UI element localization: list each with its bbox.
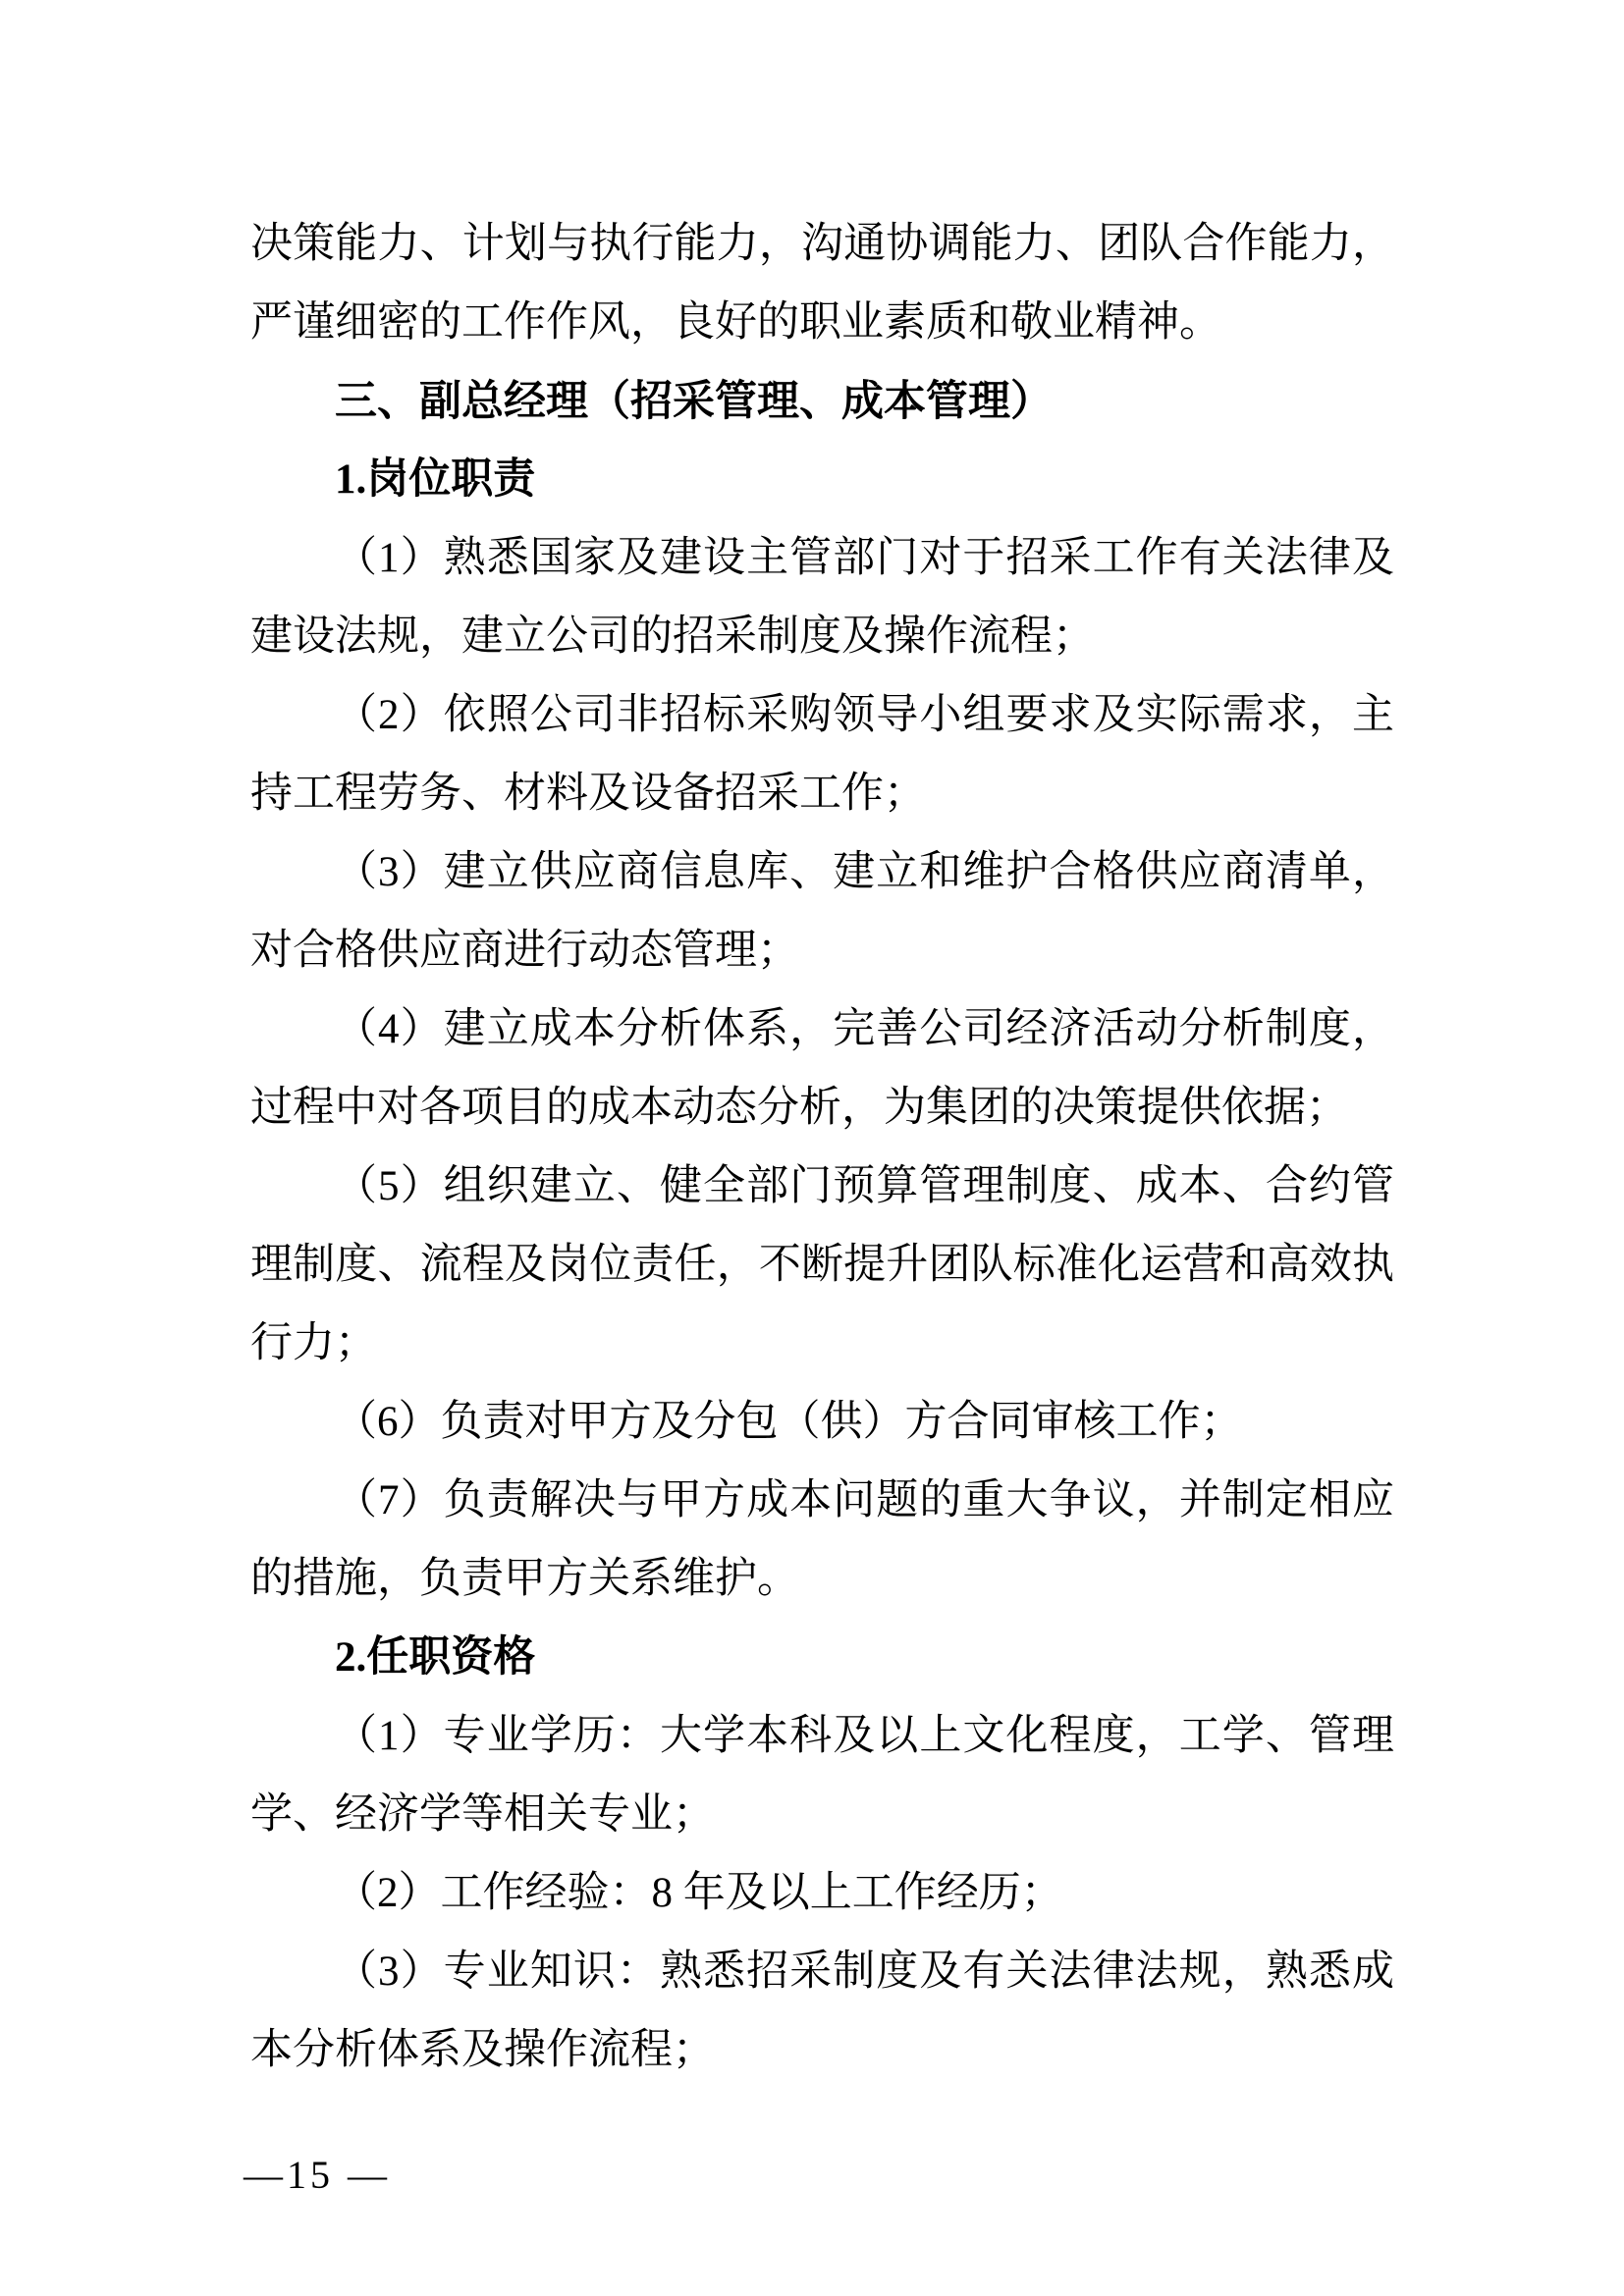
- body-paragraph: （6）负责对甲方及分包（供）方合同审核工作；: [335, 1399, 1243, 1445]
- body-paragraph: （3）建立供应商信息库、建立和维护合格供应商清单，对合格供应商进行动态管理；: [250, 849, 1394, 974]
- footer-page-number: —15 —: [244, 2153, 391, 2197]
- document-body: [250, 205, 1394, 2090]
- body-paragraph: （3）专业知识：熟悉招采制度及有关法律法规，熟悉成本分析体系及操作流程；: [250, 1949, 1394, 2073]
- body-paragraph: （2）依照公司非招标采购领导小组要求及实际需求，主持工程劳务、材料及设备招采工作；: [250, 692, 1394, 817]
- section-heading: 三、副总经理（招采管理、成本管理）: [335, 378, 1053, 425]
- body-paragraph: （7）负责解决与甲方成本问题的重大争议，并制定相应的措施，负责甲方关系维护。: [250, 1477, 1394, 1602]
- body-paragraph: （4）建立成本分析体系，完善公司经济活动分析制度，过程中对各项目的成本动态分析，为集团的决策提供依据；: [250, 1006, 1394, 1131]
- body-paragraph: （5）组织建立、健全部门预算管理制度、成本、合约管理制度、流程及岗位责任，不断提升团队标准化运营和高效执行力；: [250, 1163, 1394, 1366]
- body-paragraph: （1）熟悉国家及建设主管部门对于招采工作有关法律及建设法规，建立公司的招采制度及操作流程；: [250, 535, 1394, 660]
- body-paragraph: 决策能力、计划与执行能力，沟通协调能力、团队合作能力，严谨细密的工作作风，良好的职业素质和敬业精神。: [250, 221, 1394, 346]
- subsection-heading-duties: 1.岗位职责: [335, 456, 536, 503]
- subsection-heading-qualifications: 2.任职资格: [335, 1634, 536, 1681]
- body-paragraph: （1）专业学历：大学本科及以上文化程度，工学、管理学、经济学等相关专业；: [250, 1713, 1394, 1838]
- body-paragraph: （2）工作经验：8 年及以上工作经历；: [335, 1870, 1063, 1916]
